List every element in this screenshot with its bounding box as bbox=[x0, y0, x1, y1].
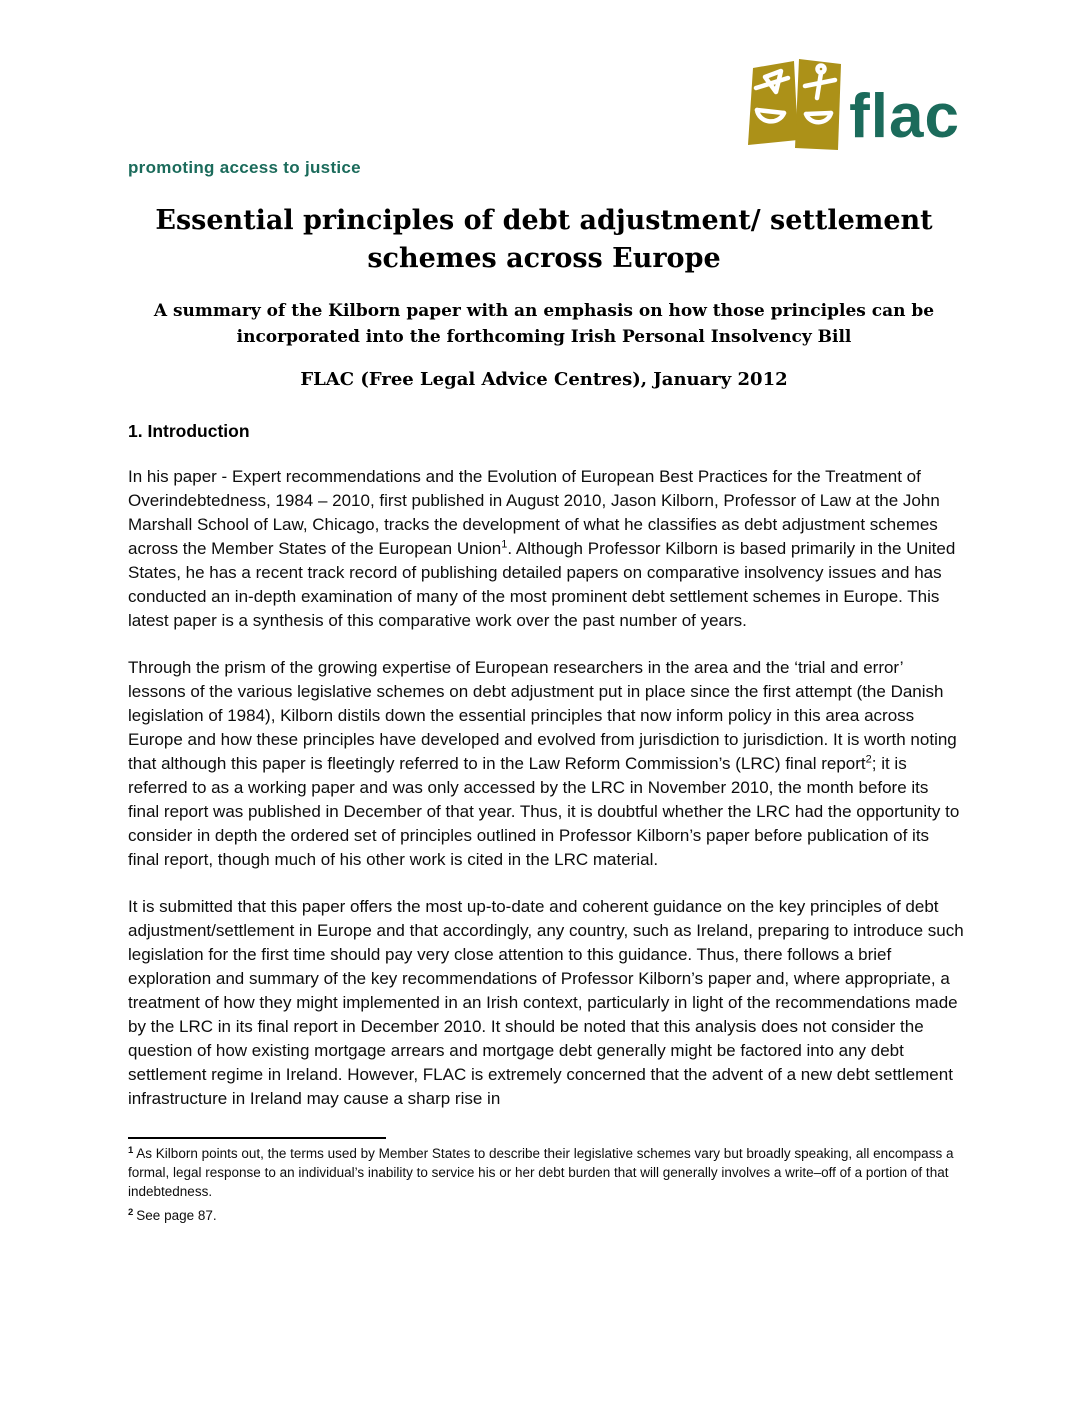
paragraph-1-text-cont: . Although Professor Kilborn is based primarily in the United States, he has a recent track record of publishing detailed papers on comparative insolvency issues and has conducted an in-depth examination of many of the most prominent debt settlement schemes in Europe. This latest paper is a synthesis of this comparative work over the past number of years. bbox=[128, 539, 956, 630]
footnote-1-marker: 1 bbox=[128, 1144, 134, 1156]
footnote-ref-1: 1 bbox=[501, 538, 508, 551]
subtitle-line-1: A summary of the Kilborn paper with an emphasis on how those principles can be bbox=[153, 301, 935, 321]
paragraph-3-text: It is submitted that this paper offers the most up-to-date and coherent guidance on the key principles of debt adjustment/settlement in Europe and that accordingly, any country, such as Ireland, preparing to introduce such legislation for the first time should pay very close attention to this guidance. Thus, there follows a brief exploration and summary of the key recommendations of Professor Kilborn’s paper and, where appropriate, a treatment of how they might implemented in an Irish context, particularly in light of the recommendations made by the LRC in its final report in December 2010. It should be noted that this analysis does not consider the question of how existing mortgage arrears and mortgage debt generally might be factored into any debt settlement regime in Ireland. However, FLAC is extremely concerned that the advent of a new debt settlement infrastructure in Ireland may cause a sharp rise in bbox=[128, 897, 964, 1108]
paragraph-2-text-cont: ; it is referred to as a working paper and was only accessed by the LRC in November 2010, the month before its final report was published in December of that year. Thus, it is doubtful whether the LRC had the opportunity to consider in depth the ordered set of principles outlined in Professor Kilborn’s paper before publication of its final report, though much of his other work is cited in the LRC material. bbox=[128, 754, 960, 869]
footnote-1 bbox=[128, 1144, 964, 1201]
logo-tagline: promoting access to justice bbox=[128, 158, 361, 177]
footnote-2 bbox=[128, 1206, 964, 1225]
scales-of-justice-icon bbox=[743, 52, 847, 156]
footnote-separator bbox=[128, 1137, 386, 1139]
footnote-2-text: See page 87. bbox=[136, 1208, 217, 1223]
paragraph-1 bbox=[128, 465, 964, 633]
document-title bbox=[128, 202, 960, 278]
title-line-2: schemes across Europe bbox=[367, 243, 721, 274]
title-line-1: Essential principles of debt adjustment/ settlement bbox=[155, 205, 933, 236]
footnote-2-marker: 2 bbox=[128, 1206, 134, 1218]
document-subtitle bbox=[128, 298, 960, 350]
subtitle-line-2: incorporated into the forthcoming Irish Personal Insolvency Bill bbox=[236, 327, 852, 347]
paragraph-2 bbox=[128, 656, 964, 872]
paragraph-3 bbox=[128, 895, 964, 1111]
paragraph-1-text: In his paper - Expert recommendations and the Evolution of European Best Practices for the Treatment of Overindebtedness, 1984 – 2010, first published in August 2010, Jason Kilborn, Professor of Law at the John Marshall School of Law, Chicago, tracks the development of what he classifies as debt adjustment schemes across the Member States of the European Union bbox=[128, 467, 940, 558]
paragraph-2-text: Through the prism of the growing expertise of European researchers in the area and the ‘trial and error’ lessons of the various legislative schemes on debt adjustment put in place since the first attempt (the Danish legislation of 1984), Kilborn distils down the essential principles that now inform policy in this area across Europe and how these principles have developed and evolved from jurisdiction to jurisdiction. It is worth noting that although this paper is fleetingly referred to in the Law Reform Commission’s (LRC) final report bbox=[128, 658, 957, 773]
flac-logo bbox=[128, 52, 960, 176]
footnote-ref-2: 2 bbox=[865, 753, 872, 766]
section-heading-introduction: 1. Introduction bbox=[128, 421, 250, 441]
flac-logo-lockup bbox=[743, 52, 960, 156]
byline: FLAC (Free Legal Advice Centres), January 2012 bbox=[300, 369, 788, 390]
flac-wordmark: flac bbox=[849, 82, 960, 151]
footnote-1-text: As Kilborn points out, the terms used by Member States to describe their legislative schemes vary but broadly speaking, all encompass a formal, legal response to an individual’s inability to service his or her debt burden that will generally involves a write–off of a portion of that indebtedness. bbox=[128, 1146, 954, 1199]
